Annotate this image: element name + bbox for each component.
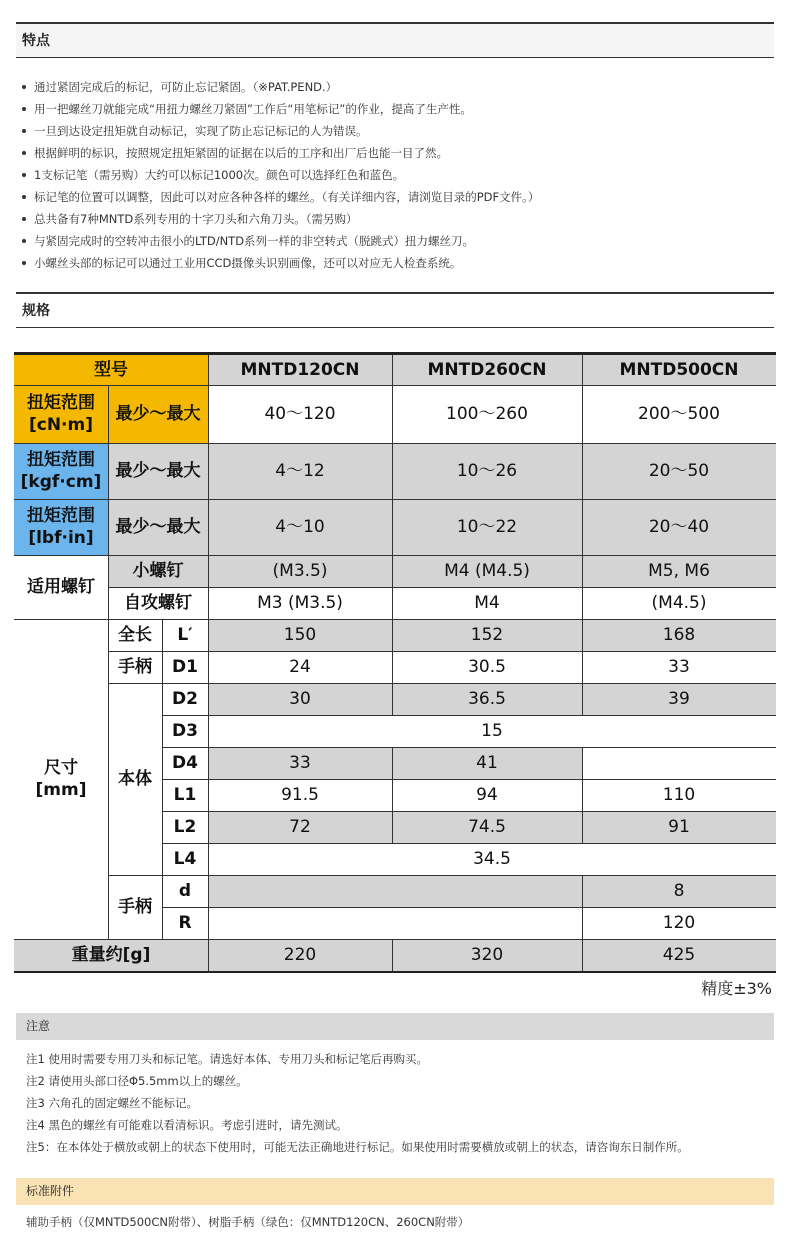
grid-line (14, 443, 776, 444)
grid-line (582, 355, 583, 715)
dim-code: D4 (162, 747, 208, 779)
torque-unit: [cN·m] (28, 415, 93, 435)
small-screw-value: M5, M6 (582, 555, 776, 587)
torque-label: 扭矩范围 (27, 392, 95, 413)
dim-value: 150 (208, 619, 392, 651)
dim-value: 34.5 (208, 843, 776, 875)
model-name: MNTD120CN (208, 355, 392, 385)
torque-unit: [lbf·in] (28, 528, 94, 548)
dim-value-empty (582, 747, 776, 779)
feature-item: 通过紧固完成后的标记，可防止忘记紧固。（※PAT.PEND.） (20, 76, 774, 98)
model-name: MNTD500CN (582, 355, 776, 385)
torque-range-label: 最少～最大 (108, 499, 208, 555)
model-label: 型号 (14, 355, 208, 385)
torque-value: 10～26 (392, 443, 582, 499)
grid-line (14, 939, 776, 940)
accessories-text: 辅助手柄（仅MNTD500CN附带）、树脂手柄（绿色：仅MNTD120CN、260CN附带） (26, 1215, 470, 1229)
dim-value: 41 (392, 747, 582, 779)
model-name: MNTD260CN (392, 355, 582, 385)
feature-item: 用一把螺丝刀就能完成“用扭力螺丝刀紧固”工作后“用笔标记”的作业，提高了生产性。 (20, 98, 774, 120)
torque-lbf-label (14, 499, 108, 555)
dim-value: 152 (392, 619, 582, 651)
feature-item: 一旦到达设定扭矩就自动标记，实现了防止忘记标记的人为错误。 (20, 120, 774, 142)
torque-range-label: 最少～最大 (108, 443, 208, 499)
spec-table (14, 352, 776, 973)
dim-value: 91.5 (208, 779, 392, 811)
dim-value: 72 (208, 811, 392, 843)
dim-value: 30.5 (392, 651, 582, 683)
grid-line (108, 385, 109, 619)
dim-value: 24 (208, 651, 392, 683)
grid-line (162, 747, 776, 748)
torque-value: 4～10 (208, 499, 392, 555)
grid-line (208, 355, 209, 971)
dim-value: 94 (392, 779, 582, 811)
tapping-screw-label: 自攻螺钉 (108, 587, 208, 619)
grid-line (392, 747, 393, 843)
small-screw-label: 小螺钉 (108, 555, 208, 587)
tapping-screw-value: (M4.5) (582, 587, 776, 619)
accuracy-note: 精度±3% (701, 979, 772, 998)
grid-line (162, 843, 776, 844)
torque-label: 扭矩范围 (27, 505, 95, 526)
body-label: 本体 (108, 683, 162, 875)
torque-value: 20～40 (582, 499, 776, 555)
dimensions-title: 尺寸 (44, 757, 78, 778)
note-item: 注1 使用时需要专用刀头和标记笔。请选好本体、专用刀头和标记笔后再购买。 (26, 1052, 428, 1066)
dim-value: 74.5 (392, 811, 582, 843)
note-item: 注4 黑色的螺丝有可能难以看清标识。考虑引进时，请先测试。 (26, 1118, 348, 1132)
torque-kgf-label (14, 443, 108, 499)
dim-value: 120 (582, 907, 776, 939)
dim-code: D1 (162, 651, 208, 683)
dim-value: 91 (582, 811, 776, 843)
grid-line (14, 385, 776, 386)
grid-line (392, 355, 393, 715)
dim-value: 33 (208, 747, 392, 779)
dim-code: D3 (162, 715, 208, 747)
dim-value: 8 (582, 875, 776, 907)
feature-item: 1支标记笔（需另购）大约可以标记1000次。颜色可以选择红色和蓝色。 (20, 164, 774, 186)
note-item: 注5：在本体处于横放或朝上的状态下使用时，可能无法正确地进行标记。如果使用时需要横放或朝上的状态，请咨询东日制作所。 (26, 1140, 689, 1154)
torque-value: 20～50 (582, 443, 776, 499)
torque-value: 100～260 (392, 385, 582, 443)
grid-line (392, 939, 393, 971)
torque-label: 扭矩范围 (27, 449, 95, 470)
small-screw-value: (M3.5) (208, 555, 392, 587)
specs-heading: 规格 (16, 292, 774, 328)
grid-line (162, 779, 776, 780)
torque-cn-label (14, 385, 108, 443)
accessories-heading: 标准附件 (16, 1178, 774, 1205)
grid-line (162, 715, 776, 716)
grid-line (14, 619, 776, 620)
dim-code: L1 (162, 779, 208, 811)
dim-value: 36.5 (392, 683, 582, 715)
grid-line (14, 499, 776, 500)
grid-line (162, 619, 163, 939)
small-screw-value: M4 (M4.5) (392, 555, 582, 587)
dim-code: R (162, 907, 208, 939)
weight-value: 425 (582, 939, 776, 971)
notes-heading: 注意 (16, 1013, 774, 1040)
overall-length-label: 全长 (108, 619, 162, 651)
dim-value-empty (208, 907, 582, 939)
torque-value: 10～22 (392, 499, 582, 555)
feature-item: 标记笔的位置可以调整，因此可以对应各种各样的螺丝。（有关详细内容，请浏览目录的PDF文件。） (20, 186, 774, 208)
dim-code: L4 (162, 843, 208, 875)
dim-value: 39 (582, 683, 776, 715)
grid-line (108, 619, 109, 939)
feature-item: 根据鲜明的标识，按照规定扭矩紧固的证据在以后的工序和出厂后也能一目了然。 (20, 142, 774, 164)
torque-value: 200～500 (582, 385, 776, 443)
torque-range-label: 最少～最大 (108, 385, 208, 443)
grip-label: 手柄 (108, 651, 162, 683)
features-heading: 特点 (16, 22, 774, 58)
dim-code: L2 (162, 811, 208, 843)
dimensions-unit: [mm] (35, 780, 87, 800)
dim-value: 30 (208, 683, 392, 715)
tapping-screw-value: M4 (392, 587, 582, 619)
dim-value: 15 (208, 715, 776, 747)
dim-value: 168 (582, 619, 776, 651)
grid-line (162, 811, 776, 812)
weight-label: 重量约[g] (14, 939, 208, 971)
note-item: 注2 请使用头部口径Φ5.5mm以上的螺丝。 (26, 1074, 248, 1088)
torque-unit: [kgf·cm] (20, 472, 102, 492)
weight-value: 220 (208, 939, 392, 971)
grid-line (162, 907, 776, 908)
dimensions-label (14, 619, 108, 939)
notes-list (26, 1048, 689, 1158)
note-item: 注3 六角孔的固定螺丝不能标记。 (26, 1096, 198, 1110)
torque-value: 40～120 (208, 385, 392, 443)
feature-item: 与紧固完成时的空转冲击很小的LTD/NTD系列一样的非空转式（脱跳式）扭力螺丝刀。 (20, 230, 774, 252)
dim-value: 33 (582, 651, 776, 683)
grid-line (582, 747, 583, 843)
grid-line (582, 875, 583, 971)
feature-item: 总共备有7种MNTD系列专用的十字刀头和六角刀头。（需另购） (20, 208, 774, 230)
features-list (20, 76, 774, 274)
torque-value: 4～12 (208, 443, 392, 499)
weight-value: 320 (392, 939, 582, 971)
screws-label: 适用螺钉 (14, 555, 108, 619)
feature-item: 小螺丝头部的标记可以通过工业用CCD摄像头识别画像，还可以对应无人检查系统。 (20, 252, 774, 274)
handle-label: 手柄 (108, 875, 162, 939)
dim-code: L′ (162, 619, 208, 651)
dim-value: 110 (582, 779, 776, 811)
dim-value-empty (208, 875, 582, 907)
tapping-screw-value: M3 (M3.5) (208, 587, 392, 619)
dim-code: d (162, 875, 208, 907)
grid-line (14, 555, 776, 556)
dim-code: D2 (162, 683, 208, 715)
